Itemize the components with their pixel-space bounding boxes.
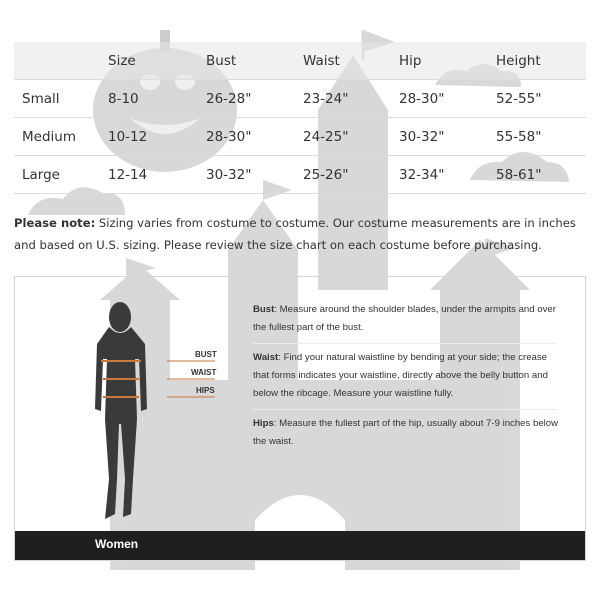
measurement-guide-panel <box>14 276 586 561</box>
table-cell: 24-25" <box>303 128 349 145</box>
table-header-cell: Height <box>496 52 541 69</box>
sizing-note <box>14 212 586 256</box>
table-cell: 26-28" <box>206 90 252 107</box>
table-header-cell: Bust <box>206 52 237 69</box>
table-header-cell <box>14 42 108 80</box>
table-cell: 8-10 <box>108 90 139 107</box>
note-text: Sizing varies from costume to costume. Our costume measurements are in inches and based on U.S. sizing. Please review the size chart on each costume before purchasing. <box>14 216 576 252</box>
divider <box>253 409 557 410</box>
table-cell: 28-30" <box>206 128 252 145</box>
divider <box>253 343 557 344</box>
note-label: Please note: <box>14 216 96 230</box>
woman-silhouette-figure <box>75 299 235 524</box>
table-cell: Medium <box>22 128 76 145</box>
waist-figure-label: WAIST <box>191 368 217 377</box>
table-header-cell: Size <box>108 52 136 69</box>
table-cell: 28-30" <box>399 90 445 107</box>
bust-text: : Measure around the shoulder blades, under the armpits and over the fullest part of the bust. <box>253 304 556 333</box>
size-chart-table <box>14 42 586 194</box>
table-cell: 25-26" <box>303 166 349 183</box>
table-header-row <box>14 42 586 80</box>
table-cell: 30-32" <box>399 128 445 145</box>
women-footer-bar <box>15 531 585 560</box>
waist-term: Waist <box>253 352 279 363</box>
hips-term: Hips <box>253 418 274 429</box>
table-row <box>14 156 586 194</box>
table-row <box>14 80 586 118</box>
table-cell: 55-58" <box>496 128 542 145</box>
table-row <box>14 118 586 156</box>
table-cell: 58-61" <box>496 166 542 183</box>
bust-description <box>253 301 559 337</box>
waist-text: : Find your natural waistline by bending at your side; the crease that forms indicates your waistline, directly above the belly button and below the ribcage. Measure your waistline fully. <box>253 352 548 399</box>
waist-description <box>253 349 559 403</box>
footer-label: Women <box>95 537 139 551</box>
table-header-cell: Waist <box>303 52 340 69</box>
table-cell: 52-55" <box>496 90 542 107</box>
table-header-cell: Hip <box>399 52 422 69</box>
hips-description <box>253 415 559 451</box>
table-cell: Large <box>22 166 60 183</box>
table-cell: 30-32" <box>206 166 252 183</box>
table-cell: 23-24" <box>303 90 349 107</box>
bust-figure-label: BUST <box>195 350 217 359</box>
table-cell: Small <box>22 90 60 107</box>
hips-figure-label: HIPS <box>196 386 215 395</box>
bust-term: Bust <box>253 304 275 315</box>
table-cell: 10-12 <box>108 128 148 145</box>
table-cell: 32-34" <box>399 166 445 183</box>
hips-text: : Measure the fullest part of the hip, usually about 7-9 inches below the waist. <box>253 418 559 447</box>
table-cell: 12-14 <box>108 166 148 183</box>
